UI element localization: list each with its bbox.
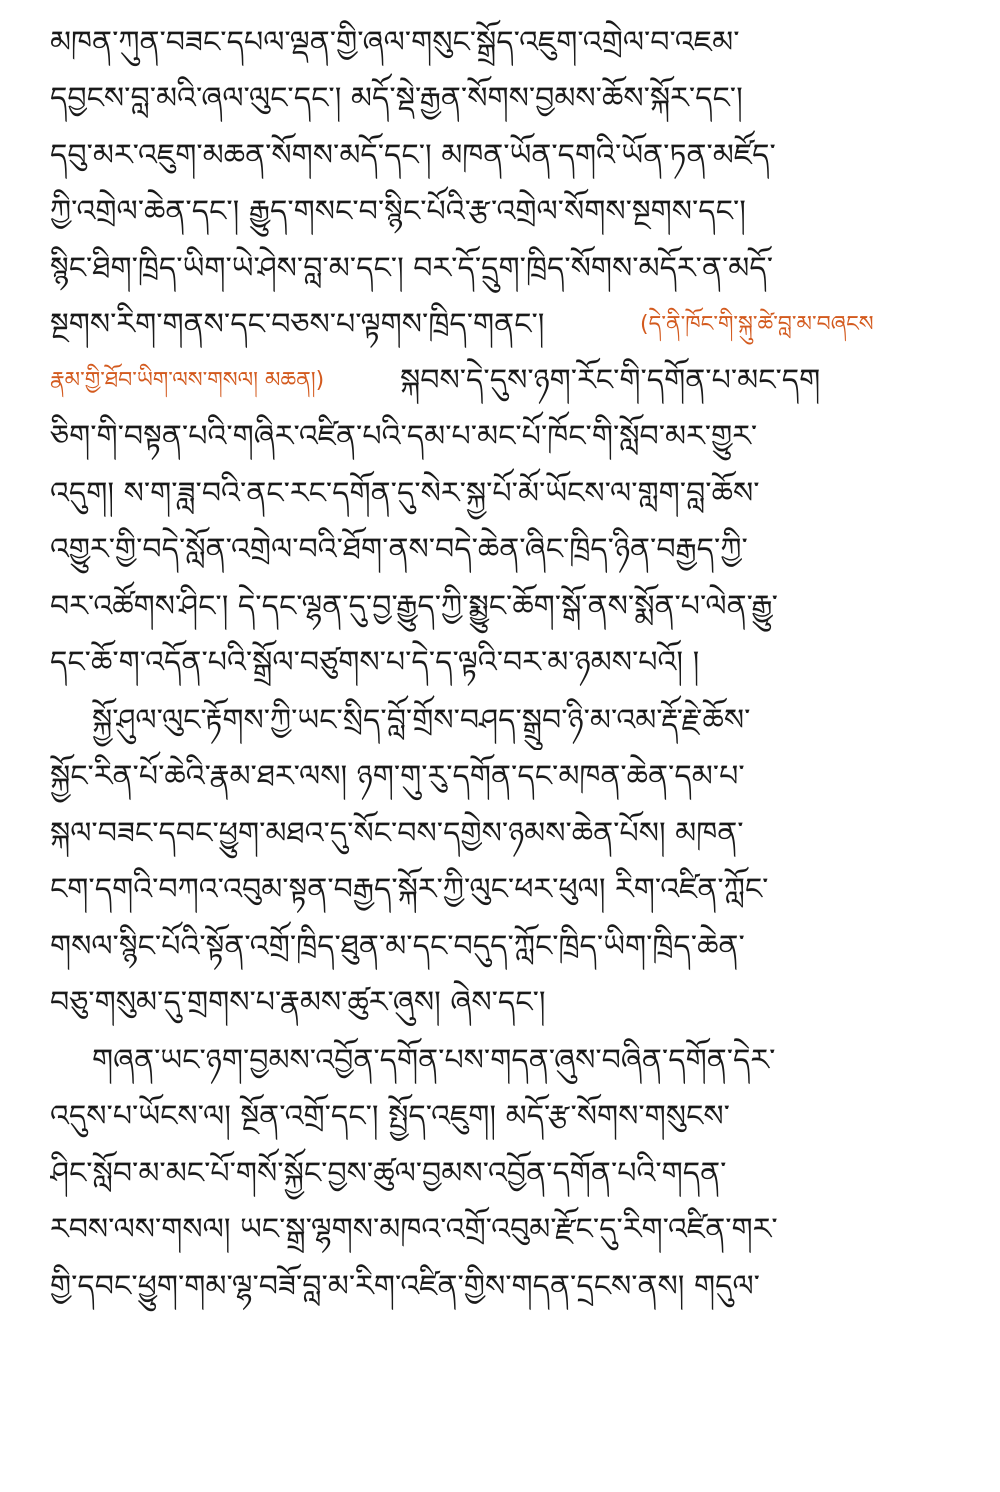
text-line: སྙིང་ཐིག་ཁྲིད་ཡིག་ཡེ་ཤེས་བླ་མ་དང་། བར་དོ་དྲུག་ཁྲིད་སོགས་མདོར་ན་མདོ་ <box>50 251 773 286</box>
text-line: སྐྱོང་རིན་པོ་ཆེའི་རྣམ་ཐར་ལས། ཉག་གུ་རུ་དགོན་དང་མཁན་ཆེན་དམ་པ་ <box>50 759 745 794</box>
text-line: སྐྱོ་ཤུལ་ལུང་རྟོགས་ཀྱི་ཡང་སྲིད་བློ་གྲོས་བཤད་སྒྲུབ་ཉི་མ་འམ་རྡོ་རྗེ་ཆོས་ <box>92 703 751 738</box>
text-line: ཀྱི་འགྲེལ་ཆེན་དང་། རྒྱུད་གསང་བ་སྙིང་པོའི་རྩ་འགྲེལ་སོགས་སྔགས་དང་། <box>50 194 746 229</box>
text-line: གསལ་སྙིང་པོའི་སྟོན་འགྲོ་ཁྲིད་ཐུན་མ་དང་བདུད་ཀློང་ཁྲིད་ཡིག་ཁྲིད་ཆེན་ <box>50 929 745 964</box>
text-line: བར་འཚོགས་ཤིང་། དེ་དང་ལྷན་དུ་བྱ་རྒྱུད་ཀྱི་སྨྱུང་ཆོག་སྒོ་ནས་སྨོན་པ་ལེན་རྒྱུ་ <box>50 589 778 624</box>
text-line: འདུས་པ་ཡོངས་ལ། སྔོན་འགྲོ་དང་། སྤྱོད་འཇུག། མདོ་རྩ་སོགས་གསུངས་ <box>50 1099 730 1134</box>
footnote-annotation: (དེ་ནི་ཁོང་གི་སྐུ་ཚེ་བླ་མ་བཞངས <box>640 312 874 337</box>
text-line: ངག་དགའི་བཀའ་འབུམ་སྟན་བརྒྱད་སྐོར་ཀྱི་ལུང་ཕར་ཕུལ། རིག་འཛིན་ཀློང་ <box>50 872 769 907</box>
text-line: མཁན་ཀུན་བཟང་དཔལ་ལྡན་གྱི་ཞལ་གསུང་སྒྲོད་འཇུག་འགྲེལ་བ་འཇམ་ <box>50 25 740 60</box>
text-line: ཅིག་གི་བསྟན་པའི་གཞིར་འཛིན་པའི་དམ་པ་མང་པོ་ཁོང་གི་སློབ་མར་གྱུར་ <box>50 419 758 454</box>
text-line: སྔགས་རིག་གནས་དང་བཅས་པ་ལྟགས་ཁྲིད་གནང་། <box>50 307 545 342</box>
text-line: སྐལ་བཟང་དབང་ཕྱུག་མཐའ་དུ་སོང་བས་དགྱེས་ཉམས་ཆེན་པོས། མཁན་ <box>50 816 744 851</box>
text-line: འགྱུར་གྱི་བདེ་སློན་འགྲེལ་བའི་ཐོག་ནས་བདེ་ཆེན་ཞིང་ཁྲིད་ཉིན་བརྒྱད་ཀྱི་ <box>50 532 748 567</box>
text-line: དབྱངས་བླ་མའི་ཞལ་ལུང་དང་། མདོ་སྡེ་རྒྱན་སོགས་བྱམས་ཆོས་སྐོར་དང་། <box>50 81 743 116</box>
text-line: ཤིང་སློབ་མ་མང་པོ་གསོ་སྐྱོང་བྱས་ཚུལ་བྱམས་འབྱོན་དགོན་པའི་གདན་ <box>50 1156 727 1191</box>
text-line: སྐབས་དེ་དུས་ཉག་རོང་གི་དགོན་པ་མང་དག <box>400 363 821 398</box>
text-line: དབུ་མར་འཇུག་མཆན་སོགས་མདོ་དང་། མཁན་ཡོན་དགའི་ཡོན་ཏན་མཛོད་ <box>50 138 776 173</box>
text-line: གྱི་དབང་ཕྱུག་གམ་ལྷ་བཟོ་བླ་མ་རིག་འཛིན་གྱིས་གདན་དྲངས་ནས། གདུལ་ <box>50 1269 760 1304</box>
text-line: འདུག། ས་ག་ཟླ་བའི་ནང་རང་དགོན་དུ་སེར་སྐྱ་པོ་མོ་ཡོངས་ལ་གླག་བླ་ཆོས་ <box>50 476 760 511</box>
text-line: བཅུ་གསུམ་དུ་གྲགས་པ་རྣམས་ཚུར་ཞུས། ཞེས་དང་། <box>50 985 546 1020</box>
text-line: རབས་ལས་གསལ། ཡང་སྒྲ་ལྷགས་མཁའ་འགྲོ་འབུམ་རྫོང་དུ་རིག་འཛིན་གར་ <box>50 1212 778 1247</box>
footnote-annotation: རྣམ་གྱི་ཐོབ་ཡིག་ལས་གསལ། མཆན།) <box>50 368 325 393</box>
text-line: གཞན་ཡང་ཉག་བྱམས་འབྱོན་དགོན་པས་གདན་ཞུས་བཞིན་དགོན་དེར་ <box>92 1043 776 1078</box>
text-line: དང་ཆོ་ག་འདོན་པའི་སྒྲོལ་བཙུགས་པ་དེ་ད་ལྟའི་བར་མ་ཉམས་པའོ། ། <box>50 645 700 680</box>
